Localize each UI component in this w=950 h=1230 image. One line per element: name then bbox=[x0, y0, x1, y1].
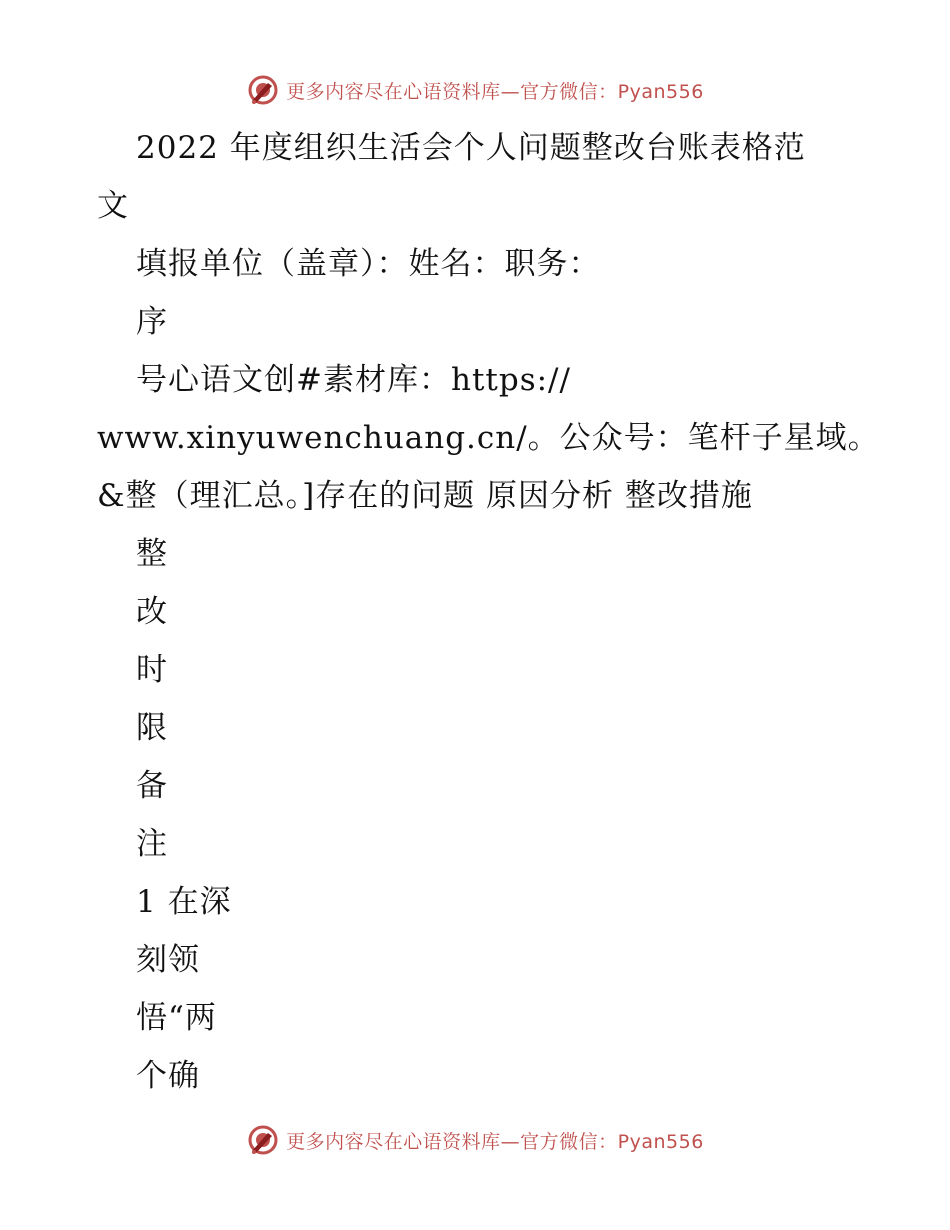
col-char-zhu: 注 bbox=[136, 826, 168, 862]
url-line: www.xinyuwenchuang.cn/。公众号：笔杆子星域。 bbox=[97, 420, 880, 456]
seq-label-line1: 序 bbox=[136, 304, 168, 340]
seq-label-line2: 号心语文创#素材库：https:// bbox=[136, 362, 571, 398]
item1-line-c: 悟“两 bbox=[136, 1000, 217, 1036]
doc-title-line1: 2022 年度组织生活会个人问题整改台账表格范 bbox=[136, 130, 806, 166]
col-char-xian: 限 bbox=[136, 710, 168, 746]
pen-logo-icon bbox=[246, 73, 280, 107]
col-char-gai: 改 bbox=[136, 594, 168, 630]
banner-text: 更多内容尽在心语资料库—官方微信：Pyan556 bbox=[286, 80, 704, 103]
item1-line-b: 刻领 bbox=[136, 942, 200, 978]
item1-line-a: 1 在深 bbox=[136, 884, 232, 920]
col-char-bei: 备 bbox=[136, 768, 168, 804]
pen-logo-icon bbox=[246, 1123, 280, 1157]
table-header-line: &整（理汇总。]存在的问题 原因分析 整改措施 bbox=[97, 478, 753, 514]
fill-info-line: 填报单位（盖章）：姓名：职务： bbox=[136, 246, 601, 282]
col-char-zheng: 整 bbox=[136, 536, 168, 572]
doc-title-line2: 文 bbox=[97, 188, 129, 224]
item1-line-d: 个确 bbox=[136, 1058, 200, 1094]
banner-text: 更多内容尽在心语资料库—官方微信：Pyan556 bbox=[286, 1130, 704, 1153]
footer-banner bbox=[0, 1120, 950, 1160]
wechat-id: Pyan556 bbox=[617, 1130, 704, 1153]
col-char-shi: 时 bbox=[136, 652, 168, 688]
wechat-id: Pyan556 bbox=[617, 80, 704, 103]
header-banner bbox=[0, 70, 950, 110]
